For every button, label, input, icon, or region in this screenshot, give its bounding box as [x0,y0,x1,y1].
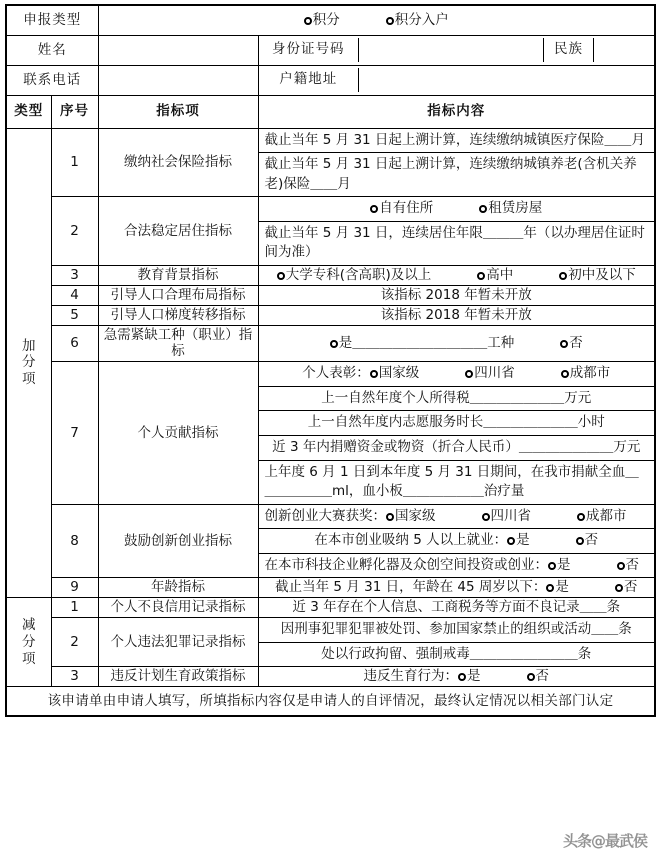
contact-row [6,65,655,95]
indicator-content [258,128,655,197]
phone-label: 联系电话 [6,65,98,95]
content-sub-cell[interactable] [259,197,655,221]
footer-note-row [6,687,655,717]
indicator-row [6,325,655,362]
radio-label: 积分 [312,11,340,28]
indicator-content [258,618,655,667]
line-text: 截止当年 5 月 31 日起上溯计算，连续缴纳城镇医疗保险＿＿月 [264,131,645,148]
radio-button[interactable] [370,205,378,213]
row-indicator-name: 缴纳社会保险指标 [98,128,258,197]
row-indicator-name: 年龄指标 [98,578,258,598]
group-label-char: 加 [22,337,36,354]
content-sub-row [259,386,655,411]
line-prefix: 个人表彰： [302,365,370,382]
row-seq: 3 [51,265,98,285]
radio-button[interactable] [561,370,569,378]
row-indicator-name: 急需紧缺工种（职业）指标 [98,325,258,362]
group-label-char: 项 [22,650,36,667]
row-seq: 3 [51,667,98,687]
group-label-deduction [6,598,51,687]
content-sub-table [259,197,655,265]
ethnicity-value[interactable] [594,38,655,62]
col-seq: 序号 [51,95,98,128]
address-value[interactable] [359,68,655,92]
radio-label: 四川省 [490,507,531,524]
line-text: 近 3 年内捐赠资金或物资（折合人民币）＿＿＿＿＿＿＿万元 [272,438,641,455]
radio-label: 积分入户 [394,11,449,28]
radio-button[interactable] [546,584,554,592]
indicator-content[interactable] [258,285,655,305]
row-indicator-name: 引导人口合理布局指标 [98,285,258,305]
group-label-bonus [6,128,51,598]
radio-label: 国家级 [378,365,420,382]
group-label-char: 分 [22,633,36,650]
radio-button[interactable] [386,513,394,521]
radio-label: 是 [557,556,571,573]
content-sub-table [259,505,655,578]
column-header-row [6,95,655,128]
content-sub-row [259,129,655,153]
row-indicator-name: 合法稳定居住指标 [98,197,258,266]
line-prefix: 违反生育行为： [363,668,458,685]
radio-button[interactable] [560,340,568,348]
ethnicity-label: 民族 [544,38,594,62]
group-label-char: 分 [22,354,36,371]
indicator-row [6,618,655,667]
row-indicator-name: 个人不良信用记录指标 [98,598,258,618]
col-indicator: 指标项 [98,95,258,128]
indicator-row [6,305,655,325]
content-sub-row [259,505,655,529]
indicator-content [258,504,655,578]
row-indicator-name: 违反计划生育政策指标 [98,667,258,687]
row-indicator-name: 鼓励创新创业指标 [98,504,258,578]
content-sub-cell[interactable] [259,129,655,153]
indicator-content [258,362,655,504]
row-seq: 2 [51,197,98,266]
radio-label: 是 [555,579,569,596]
radio-label: 否 [625,556,639,573]
radio-label: 国家级 [395,507,436,524]
line-prefix: 在本市科技企业孵化器及众创空间投资或创业： [264,556,548,573]
radio-label: 高中 [486,266,514,283]
row-seq: 7 [51,362,98,504]
radio-label: 大学专科(含高职)及以上 [285,266,432,283]
radio-button[interactable] [482,513,490,521]
radio-label: 初中及以下 [568,266,636,283]
line-prefix: 创新创业大赛获奖： [264,507,386,524]
row-indicator-name: 个人违法犯罪记录指标 [98,618,258,667]
indicator-content[interactable] [258,305,655,325]
content-sub-table [259,618,655,666]
indicator-row [6,197,655,266]
row-seq: 1 [51,598,98,618]
radio-button[interactable] [527,673,535,681]
col-content: 指标内容 [258,95,655,128]
content-sub-cell[interactable] [259,221,655,265]
line-text: 截止当年 5 月 31 日，连续居住年限＿＿＿年（以办理居住证时间为准） [264,224,645,261]
content-sub-cell[interactable] [259,529,655,554]
line-text: 上一自然年度个人所得税＿＿＿＿＿＿＿万元 [321,389,592,406]
content-sub-table [259,362,655,503]
watermark: 头条@最武侯 [562,832,647,850]
declare-type-row [6,5,655,35]
content-sub-cell[interactable] [259,642,655,666]
content-sub-cell[interactable] [259,153,655,197]
indicator-content[interactable] [258,667,655,687]
radio-button[interactable] [617,562,625,570]
radio-label: 是 [516,532,530,549]
id-ethnicity-group [258,35,655,65]
content-sub-row [259,529,655,554]
radio-button[interactable] [615,584,623,592]
indicator-content[interactable] [258,325,655,362]
row-seq: 4 [51,285,98,305]
indicator-row [6,128,655,197]
row-indicator-name: 个人贡献指标 [98,362,258,504]
content-sub-row [259,153,655,197]
content-sub-row [259,435,655,460]
radio-label: 四川省 [474,365,515,382]
line-prefix: 在本市创业吸纳 5 人以上就业： [314,532,508,549]
address-group [258,65,655,95]
indicator-row [6,265,655,285]
line-text: 因刑事犯罪犯罪被处罚、参加国家禁止的组织或活动＿＿条 [280,621,632,638]
radio-label: 成都市 [586,507,627,524]
content-sub-row [259,460,655,504]
radio-button[interactable] [479,205,487,213]
indicator-content[interactable] [258,578,655,598]
radio-button[interactable] [577,513,585,521]
footer-note: 该申请单由申请人填写，所填指标内容仅是申请人的自评情况，最终认定情况以相关部门认定 [6,687,655,717]
indicator-content [258,197,655,266]
id-value[interactable] [359,38,544,62]
content-sub-cell[interactable] [259,553,655,577]
radio-label: 否 [584,532,599,549]
indicator-row [6,285,655,305]
row-seq: 5 [51,305,98,325]
indicator-row [6,362,655,504]
identity-row [6,35,655,65]
name-label: 姓名 [6,35,98,65]
content-sub-row [259,221,655,265]
col-type: 类型 [6,95,51,128]
radio-button[interactable] [559,272,567,280]
line-text: 上年度 6 月 1 日到本年度 5 月 31 日期间，在我市捐献全血＿＿＿＿＿＿ml，血小板＿＿＿＿＿＿治疗量 [264,463,639,500]
row-seq: 6 [51,325,98,362]
group-label-char: 项 [22,371,36,388]
indicator-content[interactable] [258,598,655,618]
group-label-char: 减 [22,616,36,633]
indicator-row [6,578,655,598]
content-sub-cell[interactable] [259,505,655,529]
radio-button[interactable] [477,272,485,280]
radio-label: 否 [623,579,638,596]
phone-value[interactable] [98,65,258,95]
line-text: 该指标 2018 年暂未开放 [380,286,532,303]
line-text: 近 3 年存在个人信息、工商税务等方面不良记录＿＿条 [292,599,621,616]
row-seq: 1 [51,128,98,197]
row-seq: 8 [51,504,98,578]
indicator-row [6,504,655,578]
content-sub-row [259,197,655,221]
content-sub-table [259,129,655,197]
radio-button[interactable] [370,370,378,378]
content-sub-row [259,362,655,386]
radio-button[interactable] [386,17,394,25]
radio-label: 是 [467,668,481,685]
line-prefix: 截止当年 5 月 31 日，年龄在 45 周岁以下： [275,579,547,596]
line-text: 处以行政拘留、强制戒毒＿＿＿＿＿＿＿＿条 [321,645,592,662]
application-form-table [5,4,656,717]
radio-button[interactable] [330,340,338,348]
radio-button[interactable] [304,17,312,25]
radio-label: 自有住所 [379,200,434,217]
indicator-row [6,598,655,618]
content-sub-cell[interactable] [259,435,655,460]
radio-button[interactable] [548,562,556,570]
radio-button[interactable] [465,370,473,378]
row-indicator-name: 引导人口梯度转移指标 [98,305,258,325]
radio-button[interactable] [576,537,584,545]
content-sub-row [259,642,655,666]
content-sub-cell[interactable] [259,460,655,504]
indicator-content[interactable] [258,265,655,285]
radio-label: 否 [535,668,549,685]
radio-button[interactable] [507,537,515,545]
content-sub-cell[interactable] [259,618,655,642]
row-seq: 9 [51,578,98,598]
indicator-row [6,667,655,687]
line-text: 上一自然年度内志愿服务时长＿＿＿＿＿＿＿小时 [307,414,605,431]
row-seq: 2 [51,618,98,667]
content-sub-cell[interactable] [259,411,655,436]
content-sub-row [259,553,655,577]
radio-label: 是＿＿＿＿＿＿＿＿＿＿工种 [338,334,515,351]
address-label: 户籍地址 [259,68,359,92]
line-text: 该指标 2018 年暂未开放 [380,306,532,323]
content-sub-row [259,411,655,436]
content-sub-cell[interactable] [259,362,655,386]
radio-button[interactable] [458,673,466,681]
name-value-cell[interactable] [98,35,258,65]
radio-label: 成都市 [569,365,611,382]
row-indicator-name: 教育背景指标 [98,265,258,285]
radio-label: 否 [569,334,583,351]
line-text: 截止当年 5 月 31 日起上溯计算，连续缴纳城镇养老(含机关养老)保险＿＿月 [264,156,637,192]
declare-type-label: 申报类型 [6,5,98,35]
content-sub-cell[interactable] [259,386,655,411]
content-sub-row [259,618,655,642]
id-label: 身份证号码 [259,38,359,62]
radio-label: 租赁房屋 [488,200,543,217]
declare-type-options[interactable] [98,5,655,35]
radio-button[interactable] [277,272,285,280]
